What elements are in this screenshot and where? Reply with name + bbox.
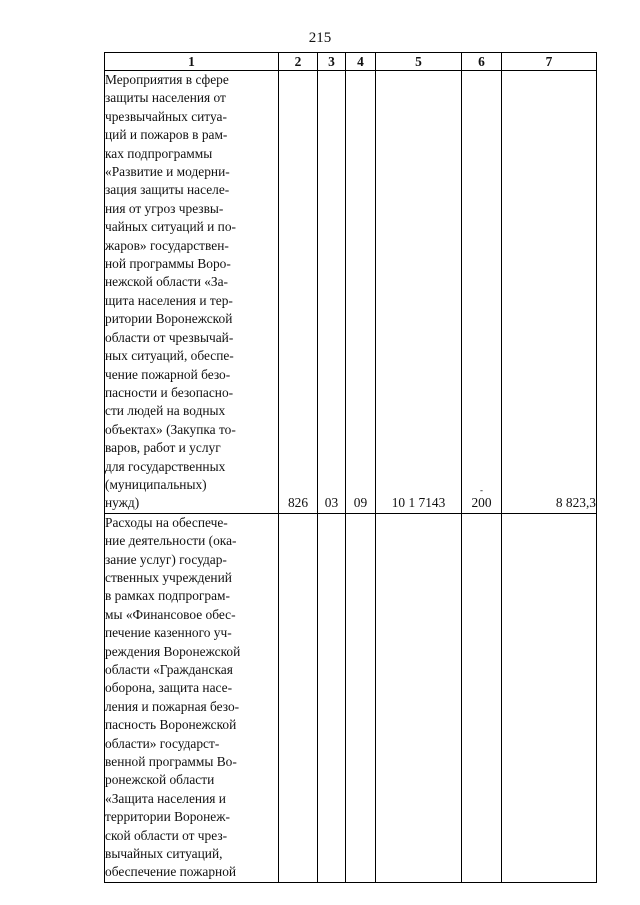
header-col-3: 3 [318,53,346,71]
cell-col-5 [376,513,462,882]
header-col-1: 1 [105,53,279,71]
cell-col-4: 09 [346,71,376,514]
header-col-2: 2 [279,53,318,71]
header-col-7: 7 [502,53,597,71]
cell-col-6-mark: - [480,485,483,496]
budget-table [104,52,597,883]
header-col-5: 5 [376,53,462,71]
cell-col-2 [279,513,318,882]
table-row [105,513,597,882]
cell-col-6-value: 200 [471,495,492,511]
header-col-6: 6 [462,53,502,71]
cell-col-6 [462,513,502,882]
table-row [105,71,597,514]
header-row [105,53,597,71]
cell-col-4 [346,513,376,882]
cell-col-2: 826 [279,71,318,514]
cell-col-7: 8 823,3 [502,71,597,514]
cell-col-7 [502,513,597,882]
row-description: Расходы на обеспече- ние деятельности (ока- зание услуг) государ- ственных учреждений в рамках подпрограм- мы «Финансовое обес- печение казенного уч- реждения Воронежской области «Гражданская оборона, защита насе- ления и пожарная безо- пасность Воронежской области» государст- венной программы Во- ронежской области «Защита населения и территории Воронеж- ской области от чрез- вычайных ситуаций, обеспечение пожарной [105,513,279,882]
page-number: 215 [308,30,332,46]
cell-col-6 [462,71,502,514]
row-description: Мероприятия в сфере защиты населения от чрезвычайных ситуа- ций и пожаров в рам- ках подпрограммы «Развитие и модерни- зация защиты населе- ния от угроз чрезвы- чайных ситуаций и по- жаров» государствен- ной программы Воро- нежской области «За- щита населения и тер- ритории Воронежской области от чрезвычай- ных ситуаций, обеспе- чение пожарной безо- пасности и безопасно- сти людей на водных объектах» (Закупка то- варов, работ и услуг для государственных (муниципальных) нужд) [105,71,279,514]
cell-col-3: 03 [318,71,346,514]
header-col-4: 4 [346,53,376,71]
cell-col-3 [318,513,346,882]
cell-col-5: 10 1 7143 [376,71,462,514]
